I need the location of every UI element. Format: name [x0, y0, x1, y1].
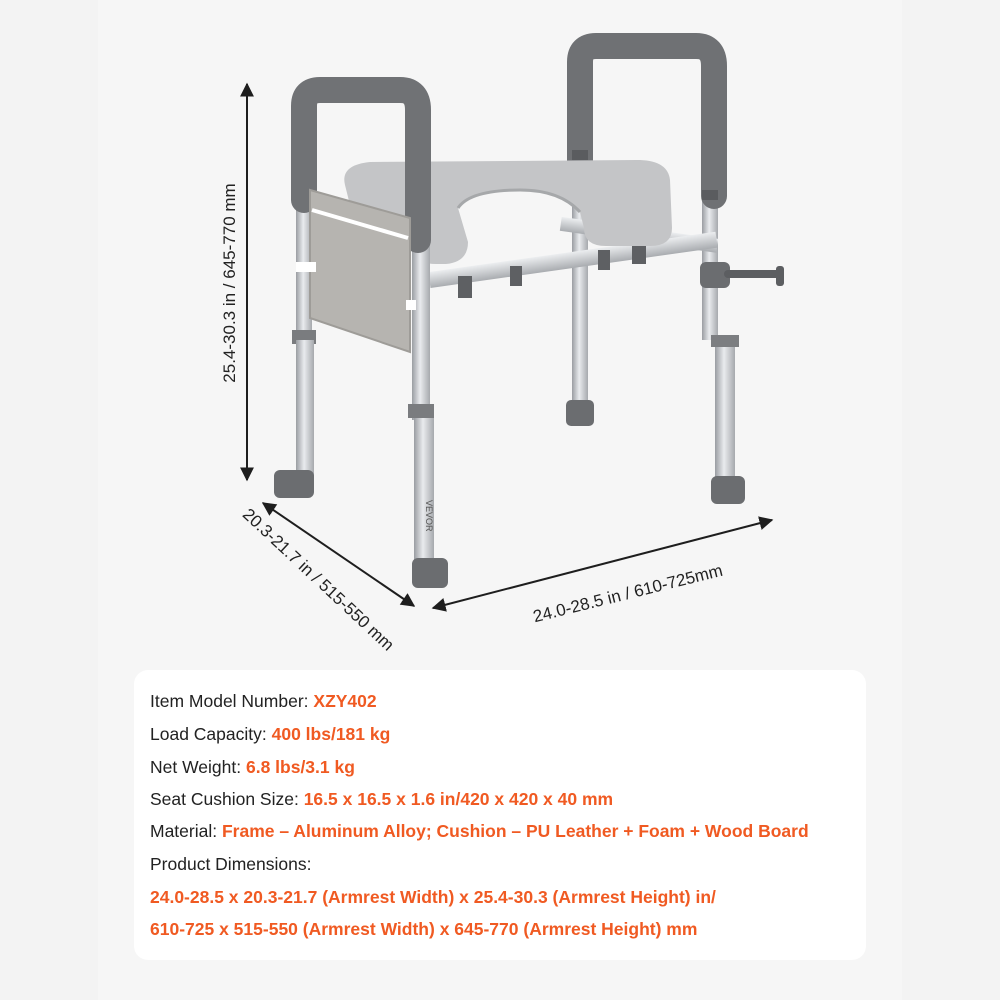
spec-dimensions-label: Product Dimensions: [150, 854, 312, 874]
spec-material-label: Material: [150, 821, 222, 841]
spec-dimensions-line-1: 24.0-28.5 x 20.3-21.7 (Armrest Width) x 25.4-30.3 (Armrest Height) in/ [150, 887, 716, 907]
paper-holder [700, 262, 784, 288]
mesh-storage-bag [296, 190, 416, 352]
brand-mark: VEVOR [424, 500, 434, 532]
spec-model-label: Item Model Number: [150, 691, 314, 711]
depth-dimension-label: 20.3-21.7 in / 515-550 mm [238, 504, 398, 655]
height-dimension-label: 25.4-30.3 in / 645-770 mm [220, 183, 239, 383]
spec-net-weight-value: 6.8 lbs/3.1 kg [245, 757, 355, 777]
spec-model-value: XZY402 [313, 691, 377, 711]
spec-card [134, 670, 866, 960]
spec-cushion [150, 788, 613, 810]
spec-model [150, 690, 377, 712]
spec-net-weight [150, 756, 355, 778]
spec-net-weight-label: Net Weight: [150, 757, 246, 777]
spec-cushion-value: 16.5 x 16.5 x 1.6 in/420 x 420 x 40 mm [303, 789, 614, 809]
spec-load-label: Load Capacity: [150, 724, 272, 744]
spec-cushion-label: Seat Cushion Size: [150, 789, 304, 809]
spec-load-value: 400 lbs/181 kg [271, 724, 391, 744]
spec-material [150, 820, 809, 842]
width-dimension-label: 24.0-28.5 in / 610-725mm [531, 560, 725, 627]
spec-material-value: Frame – Aluminum Alloy; Cushion – PU Leather + Foam + Wood Board [221, 821, 809, 841]
spec-dimensions-line-2: 610-725 x 515-550 (Armrest Width) x 645-770 (Armrest Height) mm [150, 919, 698, 939]
spec-load [150, 723, 390, 745]
